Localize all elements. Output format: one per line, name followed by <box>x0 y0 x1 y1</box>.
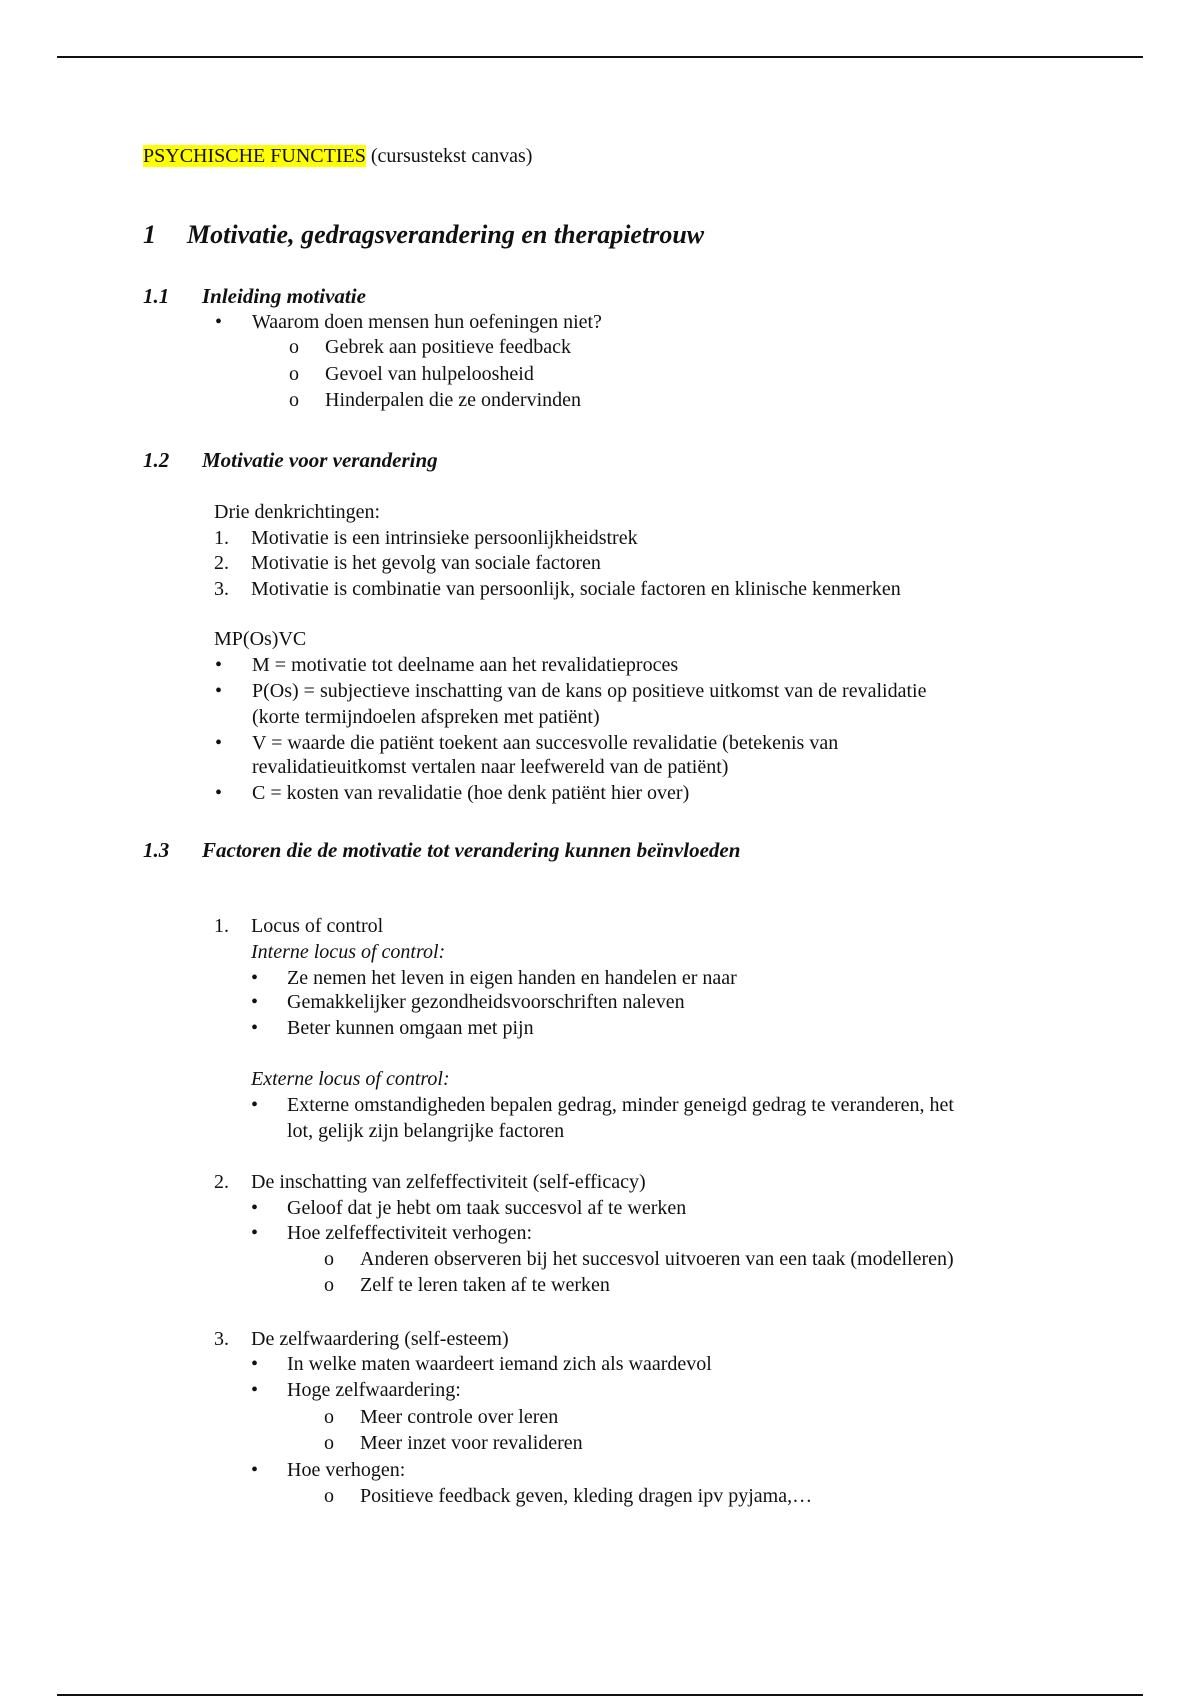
circle-bullet: o <box>324 1274 334 1296</box>
internal-item: Ze nemen het leven in eigen handen en handelen er naar <box>287 967 737 989</box>
bottom-rule <box>57 1694 1143 1696</box>
section-1-3-number: 1.3 <box>143 838 170 862</box>
section-1-1-title: Inleiding motivatie <box>202 284 366 308</box>
bullet: • <box>251 1353 259 1375</box>
esteem-title: De zelfwaardering (self-esteem) <box>251 1328 509 1350</box>
formula-line: (korte termijndoelen afspreken met patiënt) <box>252 706 600 728</box>
internal-locus-label: Interne locus of control: <box>251 941 446 963</box>
question-text: Waarom doen mensen hun oefeningen niet? <box>252 311 602 333</box>
esteem-sub-item: Meer controle over leren <box>360 1406 559 1428</box>
direction-item: Motivatie is een intrinsieke persoonlijkheidstrek <box>251 527 638 549</box>
directions-intro: Drie denkrichtingen: <box>214 501 381 523</box>
bullet: • <box>251 1379 259 1401</box>
section-1-3-title: Factoren die de motivatie tot verandering kunnen beïnvloeden <box>202 838 741 862</box>
external-item: lot, gelijk zijn belangrijke factoren <box>287 1120 565 1142</box>
list-number: 1. <box>214 915 229 937</box>
document-title <box>143 144 532 168</box>
section-1-1-number: 1.1 <box>143 284 170 308</box>
formula-line: C = kosten van revalidatie (hoe denk patiënt hier over) <box>252 782 690 804</box>
reason-item: Gebrek aan positieve feedback <box>325 336 571 358</box>
circle-bullet: o <box>324 1485 334 1507</box>
circle-bullet: o <box>289 389 299 411</box>
list-number: 1. <box>214 527 229 549</box>
formula-line: M = motivatie tot deelname aan het revalidatieproces <box>252 654 679 676</box>
reason-item: Gevoel van hulpeloosheid <box>325 363 534 385</box>
list-number: 3. <box>214 1328 229 1350</box>
external-locus-label: Externe locus of control: <box>251 1068 450 1090</box>
circle-bullet: o <box>289 336 299 358</box>
list-number: 2. <box>214 1171 229 1193</box>
circle-bullet: o <box>324 1406 334 1428</box>
efficacy-item: Hoe zelfeffectiviteit verhogen: <box>287 1222 533 1244</box>
bullet: • <box>251 1459 259 1481</box>
efficacy-title: De inschatting van zelfeffectiviteit (self-efficacy) <box>251 1171 646 1193</box>
bullet: • <box>251 1222 259 1244</box>
bullet: • <box>251 1197 259 1219</box>
list-number: 3. <box>214 578 229 600</box>
internal-item: Beter kunnen omgaan met pijn <box>287 1017 534 1039</box>
bullet: • <box>251 1094 259 1116</box>
formula-line: V = waarde die patiënt toekent aan succesvolle revalidatie (betekenis van <box>252 732 839 754</box>
section-1-2-number: 1.2 <box>143 448 170 472</box>
external-item: Externe omstandigheden bepalen gedrag, minder geneigd gedrag te veranderen, het <box>287 1094 954 1116</box>
esteem-sub-item: Meer inzet voor revalideren <box>360 1432 583 1454</box>
esteem-item: Hoge zelfwaardering: <box>287 1379 461 1401</box>
bullet: • <box>215 654 223 676</box>
bullet: • <box>215 311 223 333</box>
chapter-title: Motivatie, gedragsverandering en therapietrouw <box>187 220 705 249</box>
bullet: • <box>215 680 223 702</box>
bullet: • <box>251 1017 259 1039</box>
bullet: • <box>215 782 223 804</box>
top-rule <box>57 56 1143 58</box>
circle-bullet: o <box>324 1432 334 1454</box>
esteem-item: Hoe verhogen: <box>287 1459 406 1481</box>
esteem-sub-item: Positieve feedback geven, kleding dragen ipv pyjama,… <box>360 1485 813 1507</box>
efficacy-sub-item: Anderen observeren bij het succesvol uitvoeren van een taak (modelleren) <box>360 1248 954 1270</box>
efficacy-sub-item: Zelf te leren taken af te werken <box>360 1274 610 1296</box>
formula-line: revalidatieuitkomst vertalen naar leefwereld van de patiënt) <box>252 756 729 778</box>
locus-title: Locus of control <box>251 915 384 937</box>
direction-item: Motivatie is combinatie van persoonlijk, sociale factoren en klinische kenmerken <box>251 578 901 600</box>
title-rest: (cursustekst canvas) <box>365 145 533 167</box>
efficacy-item: Geloof dat je hebt om taak succesvol af te werken <box>287 1197 687 1219</box>
circle-bullet: o <box>324 1248 334 1270</box>
circle-bullet: o <box>289 363 299 385</box>
formula-line: P(Os) = subjectieve inschatting van de kans op positieve uitkomst van de revalidatie <box>252 680 927 702</box>
section-1-2-title: Motivatie voor verandering <box>202 448 438 472</box>
bullet: • <box>251 991 259 1013</box>
esteem-item: In welke maten waardeert iemand zich als waardevol <box>287 1353 712 1375</box>
bullet: • <box>215 732 223 754</box>
reason-item: Hinderpalen die ze ondervinden <box>325 389 582 411</box>
title-highlight: PSYCHISCHE FUNCTIES <box>143 145 366 167</box>
formula-title: MP(Os)VC <box>214 628 307 650</box>
list-number: 2. <box>214 552 229 574</box>
internal-item: Gemakkelijker gezondheidsvoorschriften naleven <box>287 991 685 1013</box>
chapter-number: 1 <box>143 220 156 249</box>
bullet: • <box>251 967 259 989</box>
direction-item: Motivatie is het gevolg van sociale factoren <box>251 552 601 574</box>
